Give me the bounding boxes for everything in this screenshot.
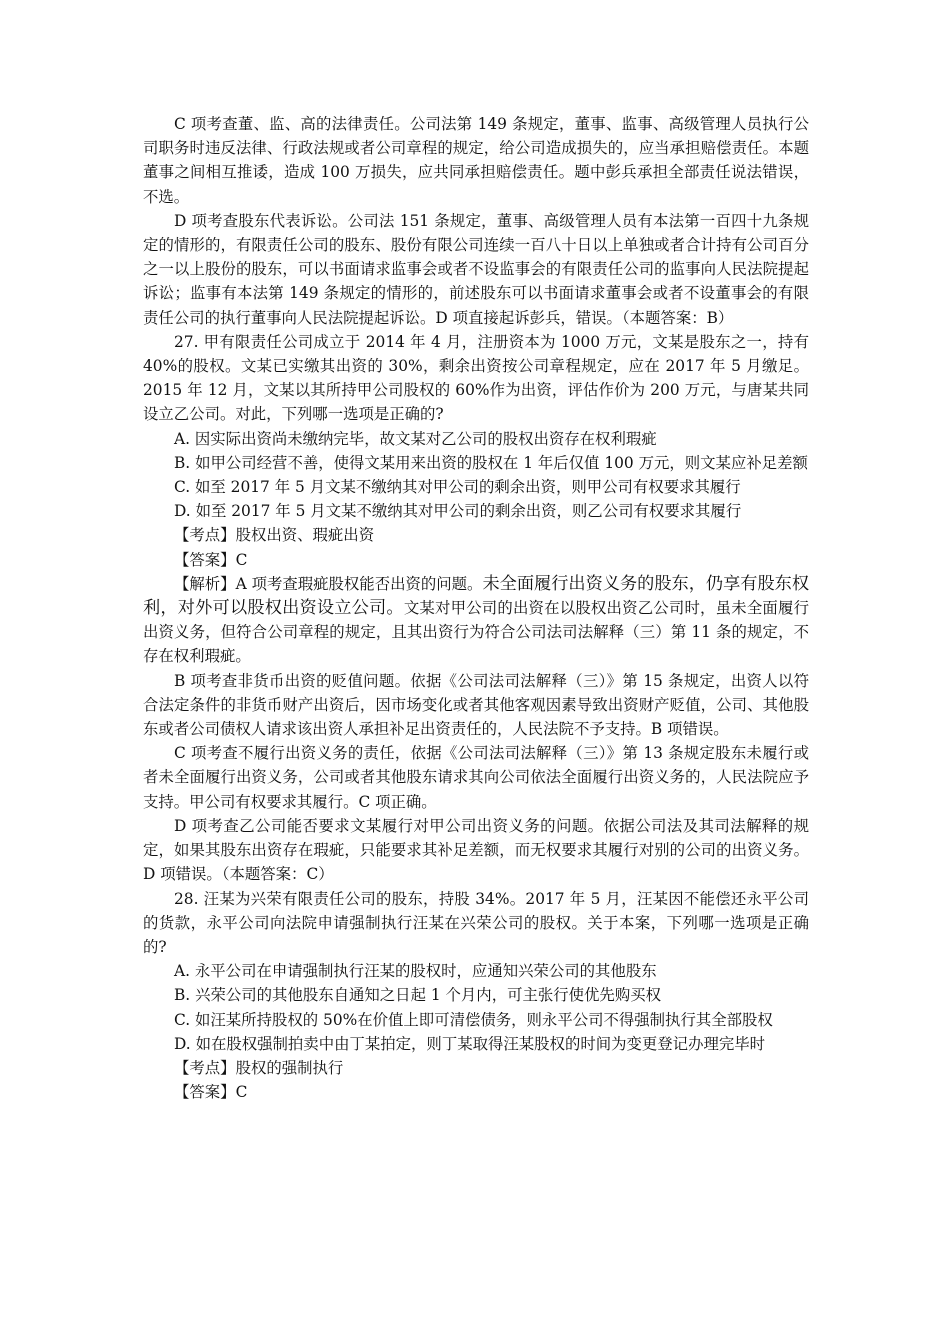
paragraph-d-analysis: D 项考查股东代表诉讼。公司法 151 条规定，董事、高级管理人员有本法第一百四十九条规定的情形的，有限责任公司的股东、股份有限公司连续一百八十日以上单独或者合计持有公司百分之一以上股份的股东，可以书面请求监事会或者不设监事会的有限责任公司的监事向人民法院提起诉讼；监事有本法第 149 条规定的情形的，前述股东可以书面请求董事会或者不设董事会的有限责任公司的执行董事向人民法院提起诉讼。D 项直接起诉彭兵，错误。（本题答案：B） [143,211,809,327]
option-28-c: C. 如汪某所持股权的 50%在价值上即可清偿债务，则永平公司不得强制执行其全部股权 [174,1010,773,1029]
option-28-a: A. 永平公司在申请强制执行汪某的股权时，应通知兴荣公司的其他股东 [174,962,657,981]
analysis-27-a-rest: 文某对甲公司的出资在以股权出资乙公司时，虽未全面履行出资义务，但符合公司章程的规定，且其出资行为符合公司法司法解释（三）第 11 条的规定，不存在权利瑕疵。 [143,599,809,666]
question-28: 28. 汪某为兴荣有限责任公司的股东，持股 34%。2017 年 5 月，汪某因不能偿还永平公司的货款，永平公司向法院申请强制执行汪某在兴荣公司的股权。关于本案，下列哪一选项是正确的? [143,889,809,956]
option-27-c: C. 如至 2017 年 5 月文某不缴纳其对甲公司的剩余出资，则甲公司有权要求其履行 [174,478,741,497]
option-27-a: A. 因实际出资尚未缴纳完毕，故文某对乙公司的股权出资存在权利瑕疵 [174,429,657,448]
key-point-28: 【考点】股权的强制执行 [174,1058,344,1077]
analysis-27-c: C 项考查不履行出资义务的责任，依据《公司法司法解释（三）》第 13 条规定股东未履行或者未全面履行出资义务，公司或者其他股东请求其向公司依法全面履行出资义务的，人民法院应予支持。甲公司有权要求其履行。C 项正确。 [143,744,809,811]
answer-27: 【答案】C [174,550,248,569]
question-27: 27. 甲有限责任公司成立于 2014 年 4 月，注册资本为 1000 万元，文某是股东之一，持有 40%的股权。文某已实缴其出资的 30%，剩余出资按公司章程规定，应在 2017 年 5 月缴足。2015 年 12 月，文某以其所持甲公司股权的 60%作为出资，评估作价为 200 万元，与唐某共同设立乙公司。对此，下列哪一选项是正确的? [143,332,809,424]
analysis-27-a [143,572,809,669]
answer-28: 【答案】C [174,1083,248,1102]
analysis-27-d: D 项考查乙公司能否要求文某履行对甲公司出资义务的问题。依据公司法及其司法解释的规定，如果其股东出资存在瑕疵，只能要求其补足差额，而无权要求其履行对别的公司的出资义务。D 项错误。（本题答案：C） [143,816,809,884]
option-27-b: B. 如甲公司经营不善，使得文某用来出资的股权在 1 年后仅值 100 万元，则文某应补足差额 [174,453,808,472]
option-28-b: B. 兴荣公司的其他股东自通知之日起 1 个月内，可主张行使优先购买权 [174,986,661,1005]
paragraph-c-analysis: C 项考查董、监、高的法律责任。公司法第 149 条规定，董事、监事、高级管理人员执行公司职务时违反法律、行政法规或者公司章程的规定，给公司造成损失的，应当承担赔偿责任。本题董事之间相互推诿，造成 100 万损失，应共同承担赔偿责任。题中彭兵承担全部责任说法错误，不选。 [143,115,809,206]
analysis-27-b: B 项考查非货币出资的贬值问题。依据《公司法司法解释（三）》第 15 条规定，出资人以符合法定条件的非货币财产出资后，因市场变化或者其他客观因素导致出资财产贬值，公司、其他股东或者公司债权人请求该出资人承担补足出资责任的，人民法院不予支持。B 项错误。 [143,671,809,739]
document-body [143,112,809,1104]
analysis-27-a-intro: 【解析】A 项考查瑕疵股权能否出资的问题。 [174,574,483,593]
option-27-d: D. 如至 2017 年 5 月文某不缴纳其对甲公司的剩余出资，则乙公司有权要求其履行 [174,502,742,521]
analysis-27-a-highlight: 未全面履行出资义务的股东，仍享有股东权利，对外可以股权出资设立公司。 [143,573,810,619]
key-point-27: 【考点】股权出资、瑕疵出资 [174,526,375,545]
option-28-d: D. 如在股权强制拍卖中由丁某拍定，则丁某取得汪某股权的时间为变更登记办理完毕时 [174,1034,766,1053]
